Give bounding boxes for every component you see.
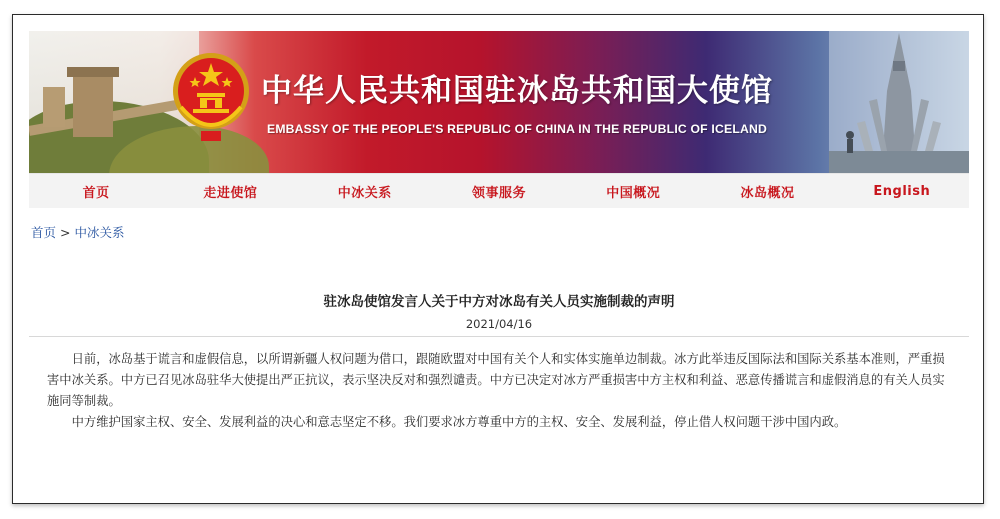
article-paragraph: 中方维护国家主权、安全、发展利益的决心和意志坚定不移。我们要求冰方尊重中方的主权、安全、发展利益，停止借人权问题干涉中国内政。 xyxy=(71,415,847,429)
site-banner xyxy=(29,31,969,173)
embassy-title-en: EMBASSY OF THE PEOPLE'S REPUBLIC OF CHINA IN THE REPUBLIC OF ICELAND xyxy=(267,122,767,136)
breadcrumb xyxy=(31,223,125,241)
divider xyxy=(29,336,969,337)
nav-item-consular-services[interactable]: 领事服务 xyxy=(471,185,526,201)
nav-item-about-iceland[interactable]: 冰岛概况 xyxy=(740,185,795,201)
national-emblem-icon xyxy=(171,47,251,145)
breadcrumb-current-link[interactable]: 中冰关系 xyxy=(74,225,125,240)
watchtower-shape xyxy=(73,75,113,137)
nav-item-home[interactable]: 首页 xyxy=(82,185,110,201)
watchtower-shape xyxy=(43,87,65,127)
article-paragraph: 日前，冰岛基于谎言和虚假信息，以所谓新疆人权问题为借口，跟随欧盟对中国有关个人和实体实施单边制裁。冰方此举违反国际法和国际关系基本准则，严重损害中冰关系。中方已召见冰岛驻华大使提出严正抗议，表示坚决反对和强烈谴责。中方已决定对冰方严重损害中方主权和利益、恶意传播谎言和虚假消息的有关人员实施同等制裁。 xyxy=(47,352,945,408)
article-body xyxy=(47,349,953,433)
nav-item-about-embassy[interactable]: 走进使馆 xyxy=(203,185,258,201)
nav-item-english[interactable]: English xyxy=(873,183,931,199)
nav-item-china-iceland-relations[interactable]: 中冰关系 xyxy=(337,185,392,201)
breadcrumb-separator: > xyxy=(60,225,71,240)
nav-item-about-china[interactable]: 中国概况 xyxy=(606,185,661,201)
article-title: 驻冰岛使馆发言人关于中方对冰岛有关人员实施制裁的声明 xyxy=(323,294,675,310)
hallgrimskirkja-image xyxy=(829,31,969,173)
screenshot-frame xyxy=(12,14,984,504)
embassy-title-cn: 中华人民共和国驻冰岛共和国大使馆 xyxy=(261,73,773,109)
main-nav xyxy=(29,173,969,208)
article-date: 2021/04/16 xyxy=(465,317,533,331)
breadcrumb-home-link[interactable]: 首页 xyxy=(31,225,57,240)
